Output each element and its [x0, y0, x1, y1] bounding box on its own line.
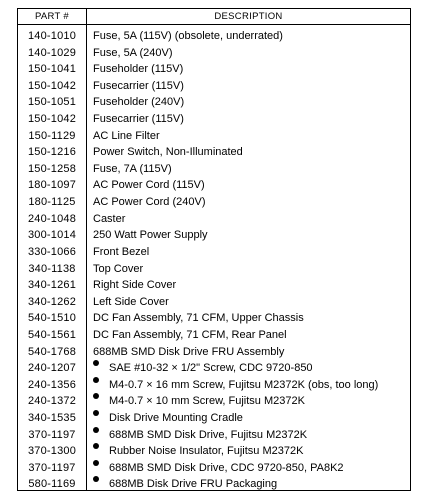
part-number-cell: 150-1042: [27, 113, 77, 126]
bullet-icon: [93, 460, 99, 466]
description-cell: AC Power Cord (115V): [93, 179, 205, 192]
part-number-cell: 340-1138: [28, 262, 76, 275]
part-number-cell: 180-1097: [27, 179, 77, 192]
table-row: [18, 460, 410, 477]
description-cell: Front Bezel: [93, 245, 150, 258]
description-cell: Fuseholder (115V): [93, 63, 184, 76]
description-cell: Fusecarrier (115V): [93, 79, 184, 92]
table-row: [18, 393, 410, 410]
part-number-cell: 180-1125: [28, 196, 76, 209]
description-cell: AC Power Cord (240V): [93, 196, 206, 209]
part-number-header: PART #: [34, 11, 69, 22]
table-row: [18, 61, 410, 78]
description-cell: Caster: [93, 212, 126, 225]
part-number-cell: 370-1300: [27, 445, 77, 458]
part-number-cell: 150-1042: [27, 79, 77, 92]
table-row: [18, 227, 410, 244]
table-row: [18, 360, 410, 377]
description-cell: Fuseholder (240V): [93, 96, 185, 109]
description-cell: Top Cover: [93, 262, 144, 275]
description-cell: Right Side Cover: [93, 279, 177, 292]
description-cell: SAE #10-32 × 1/2" Screw, CDC 9720-850: [109, 362, 313, 375]
table-row: [18, 211, 410, 228]
description-cell: Fuse, 7A (115V): [93, 162, 172, 175]
description-cell: Rubber Noise Insulator, Fujitsu M2372K: [109, 445, 304, 458]
part-number-cell: 340-1262: [27, 295, 77, 308]
description-cell: Power Switch, Non-Illuminated: [93, 146, 243, 159]
description-cell: Fuse, 5A (115V) (obsolete, underrated): [93, 30, 283, 42]
part-number-cell: 540-1768: [27, 345, 77, 358]
table-header: [18, 9, 410, 25]
part-number-cell: 240-1356: [27, 378, 77, 391]
description-cell: M4-0.7 × 16 mm Screw, Fujitsu M2372K (obs, too long): [109, 378, 379, 391]
description-cell: 688MB SMD Disk Drive, CDC 9720-850, PA8K2: [109, 461, 344, 474]
description-cell: 688MB Disk Drive FRU Packaging: [109, 478, 278, 491]
table-row: [18, 310, 410, 327]
bullet-icon: [93, 393, 99, 399]
part-number-cell: 370-1197: [28, 461, 76, 474]
bullet-icon: [93, 360, 99, 366]
table-row: [18, 327, 410, 344]
part-number-cell: 300-1014: [27, 229, 77, 242]
table-row: [18, 443, 410, 460]
part-number-cell: 340-1535: [27, 412, 77, 425]
description-cell: AC Line Filter: [93, 129, 160, 142]
bullet-icon: [93, 410, 99, 416]
description-cell: Fuse, 5A (240V): [93, 46, 173, 59]
table-row: [18, 410, 410, 427]
description-cell: DC Fan Assembly, 71 CFM, Rear Panel: [93, 328, 287, 341]
part-number-cell: 240-1048: [27, 212, 77, 225]
parts-table: [17, 8, 411, 491]
description-header: DESCRIPTION: [214, 11, 283, 22]
table-row: [18, 78, 410, 95]
bullet-icon: [93, 377, 99, 383]
part-number-cell: 150-1041: [27, 63, 77, 76]
table-row: [18, 344, 410, 361]
part-number-cell: 580-1169: [28, 478, 76, 491]
part-number-cell: 150-1216: [27, 146, 77, 159]
part-number-cell: 150-1258: [27, 162, 77, 175]
table-row: [18, 427, 410, 444]
table-row: [18, 28, 410, 45]
part-number-cell: 140-1029: [27, 46, 77, 59]
description-cell: Left Side Cover: [93, 295, 169, 308]
description-cell: 688MB SMD Disk Drive FRU Assembly: [93, 345, 285, 358]
table-row: [18, 128, 410, 145]
description-cell: 688MB SMD Disk Drive, Fujitsu M2372K: [109, 428, 308, 441]
table-row: [18, 161, 410, 178]
table-row: [18, 111, 410, 128]
bullet-icon: [93, 476, 99, 482]
table-row: [18, 377, 410, 394]
part-number-cell: 150-1129: [28, 129, 76, 142]
description-cell: Disk Drive Mounting Cradle: [109, 412, 243, 425]
part-number-cell: 240-1207: [27, 362, 77, 375]
table-row: [18, 194, 410, 211]
table-row: [18, 177, 410, 194]
part-number-cell: 540-1510: [27, 312, 77, 325]
bullet-icon: [93, 443, 99, 449]
part-number-cell: 330-1066: [27, 245, 77, 258]
table-row: [18, 45, 410, 62]
table-row: [18, 294, 410, 311]
table-body: [18, 28, 410, 493]
description-cell: M4-0.7 × 10 mm Screw, Fujitsu M2372K: [109, 395, 305, 408]
part-number-cell: 340-1261: [27, 279, 77, 292]
part-number-cell: 370-1197: [28, 428, 76, 441]
table-row: [18, 277, 410, 294]
table-row: [18, 94, 410, 111]
description-cell: DC Fan Assembly, 71 CFM, Upper Chassis: [93, 312, 304, 325]
table-row: [18, 261, 410, 278]
part-number-cell: 150-1051: [27, 96, 77, 109]
table-row: [18, 244, 410, 261]
table-row: [18, 144, 410, 161]
description-cell: 250 Watt Power Supply: [93, 229, 208, 242]
table-row: [18, 476, 410, 493]
part-number-cell: 240-1372: [27, 395, 77, 408]
bullet-icon: [93, 427, 99, 433]
part-number-cell: 140-1010: [27, 30, 77, 42]
description-cell: Fusecarrier (115V): [93, 113, 184, 126]
part-number-cell: 540-1561: [27, 328, 77, 341]
